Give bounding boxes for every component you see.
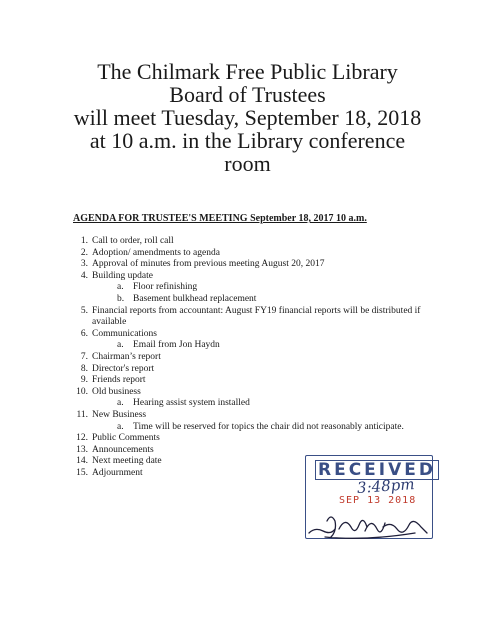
agenda-item: 13. Announcements: [76, 444, 154, 455]
agenda-item: 1. Call to order, roll call: [80, 236, 174, 246]
agenda-item: 9. Friends report: [80, 375, 146, 386]
agenda-item: 15. Adjournment: [76, 467, 143, 478]
agenda-list: [73, 236, 433, 479]
stamp-handwritten-time: 3:48pm: [356, 475, 416, 497]
heading-line: will meet Tuesday, September 18, 2018: [73, 105, 422, 130]
agenda-item: 14. Next meeting date: [76, 456, 162, 467]
heading-line: The Chilmark Free Public Library: [97, 59, 398, 84]
stamp-date: SEP 13 2018: [339, 495, 417, 506]
received-stamp: [305, 455, 436, 540]
agenda-subitem: a. Hearing assist system installed: [117, 398, 250, 409]
meeting-heading: [40, 60, 455, 175]
agenda-item: 3. Approval of minutes from previous meeting August 20, 2017: [80, 259, 325, 270]
agenda-title: AGENDA FOR TRUSTEE'S MEETING September 18, 2017 10 a.m.: [73, 213, 367, 224]
agenda-item: 12. Public Comments: [76, 433, 160, 444]
heading-line: Board of Trustees: [169, 82, 326, 107]
agenda-subitem: a. Time will be reserved for topics the chair did not reasonably anticipate.: [117, 421, 404, 432]
agenda-item: 5. Financial reports from accountant: August FY19 financial reports will be distributed if available: [80, 305, 421, 328]
agenda-item: 2. Adoption/ amendments to agenda: [80, 247, 220, 258]
heading-line: at 10 a.m. in the Library conference: [89, 128, 406, 153]
heading-line: room: [224, 151, 271, 176]
agenda-item: 6. Communications: [80, 328, 157, 339]
agenda-item: 10. Old business: [76, 386, 141, 397]
agenda-subitem: b. Basement bulkhead replacement: [117, 293, 257, 304]
stamp-title: RECEIVED: [315, 460, 439, 480]
agenda-item: 11. New Business: [76, 409, 147, 420]
agenda-item: 7. Chairman’s report: [80, 351, 161, 362]
agenda-item: 8. Director's report: [80, 363, 155, 374]
agenda-subitem: a. Floor refinishing: [117, 282, 198, 293]
agenda-subitem: a. Email from Jon Haydn: [117, 340, 220, 351]
agenda-item: 4. Building update: [80, 270, 153, 281]
signature-icon: [305, 503, 433, 543]
